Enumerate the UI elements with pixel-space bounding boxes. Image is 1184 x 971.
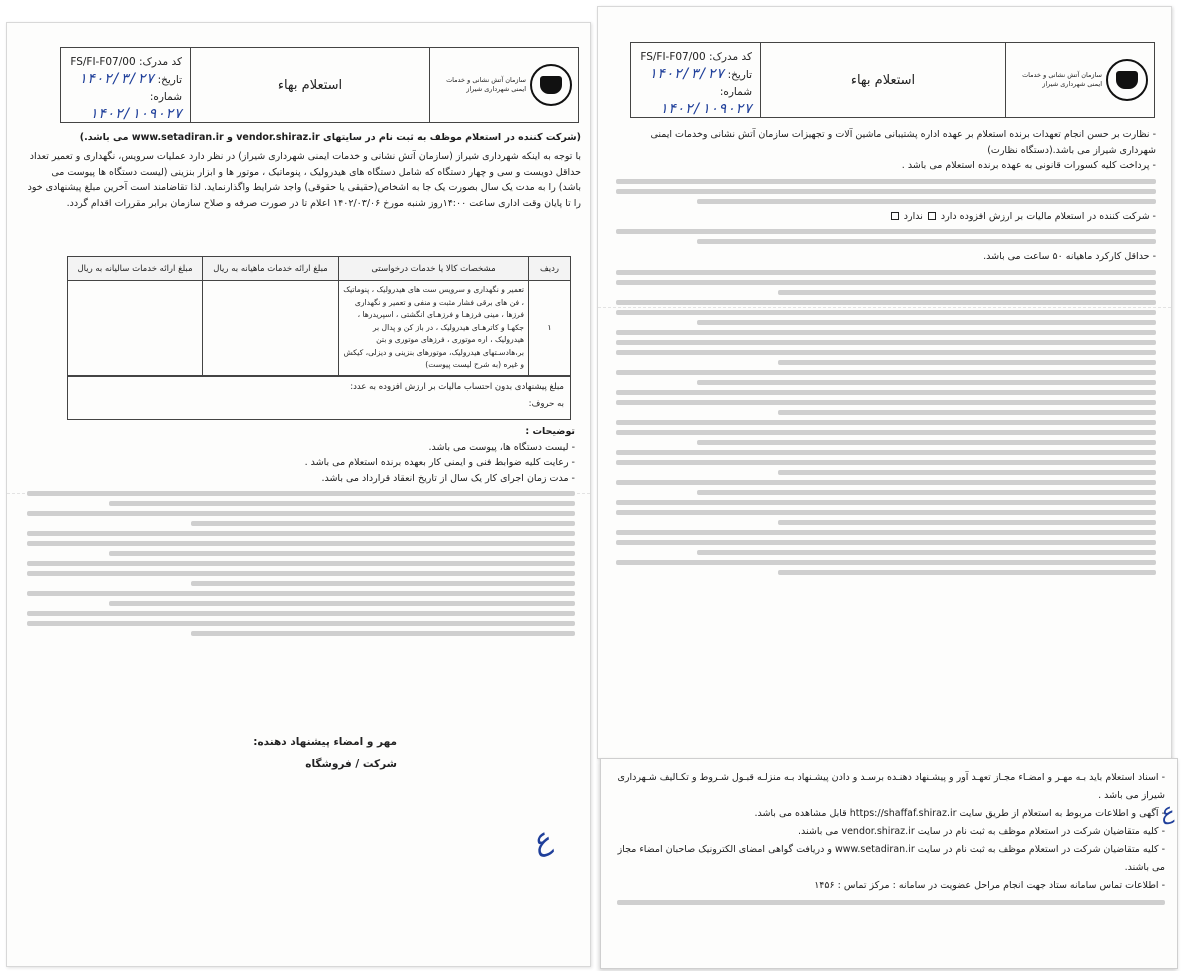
number-value: ۱۴۰۲/۱۰۹۰۲۷ [659, 101, 752, 117]
number-label: شماره: [149, 91, 182, 103]
right-org-block [1006, 43, 1154, 117]
col-monthly: مبلغ ارائه خدمات ماهیانه به ریال [203, 257, 339, 281]
illegible-line [616, 500, 1156, 505]
date-value: ۱۴۰۲/۳/۲۷ [648, 66, 725, 82]
illegible-line [616, 350, 1156, 355]
illegible-line [616, 450, 1156, 455]
illegible-line [27, 561, 575, 566]
left-org-block [430, 48, 578, 122]
number-label: شماره: [719, 86, 752, 98]
right-doc-title: استعلام بهاء [761, 43, 1006, 117]
fire-department-logo-icon [530, 64, 572, 106]
code-label: کد مدرک: [139, 56, 182, 68]
illegible-line [27, 591, 575, 596]
date-label: تاریخ: [157, 74, 182, 86]
items-table-header [68, 257, 571, 281]
illegible-line [616, 530, 1156, 535]
illegible-line [616, 340, 1156, 345]
illegible-line [191, 581, 575, 586]
insert-item: - کلیه متقاضیان شرکت در استعلام موظف به ثبت نام در سایت vendor.shiraz.ir می باشند. [798, 826, 1165, 837]
illegible-line [616, 300, 1156, 305]
notes-section [27, 424, 575, 641]
illegible-line [27, 491, 575, 496]
illegible-line [191, 631, 575, 636]
left-doc-meta [61, 48, 191, 122]
vat-no-label: ندارد [903, 210, 923, 222]
illegible-line [27, 541, 575, 546]
date-value: ۱۴۰۲/۳/۲۷ [78, 71, 155, 87]
illegible-line [27, 531, 575, 536]
illegible-line [697, 199, 1156, 204]
left-org-name: سازمان آتش نشانی و خدمات ایمنی شهرداری شیراز [446, 76, 526, 93]
row-description: تعمیر و نگهداری و سرویس ست های هیدرولیک ، پنوماتیک ، فن های برقی فشار مثبت و منفی و تعمیر و نگهداری فرزها ، مینی فرزهـا و فرزهـای انگشتی ، اسپریدرها ، جکهـا و کاترهـای هیدرولیک ، در باز کن و پدال بر هیدرولیک ، اره موتوری ، فرزهای موتوری و بتن بر،هادسـتهای هیدرولیک، موتورهای بنزینی و دیزلی، کیکش و غیره (به شرح لیست پیوست) [339, 281, 529, 376]
illegible-line [616, 400, 1156, 405]
illegible-line [616, 179, 1156, 184]
insert-terms [617, 769, 1165, 910]
illegible-line [778, 470, 1156, 475]
illegible-line [616, 540, 1156, 545]
term-item: - نظارت بر حسن انجام تعهدات برنده استعلام بر عهده اداره پشتیبانی ماشین آلات و تجهیزات سازمان آتش نشانی وخدمات ایمنی شهرداری شیراز می باشد.(دستگاه نظارت) [650, 129, 1156, 156]
insert-item: - اطلاعات تماس سامانه ستاد جهت انجام مراحل عضویت در سامانه : مرکز تماس : ۱۴۵۶ [814, 880, 1165, 891]
illegible-line [109, 551, 575, 556]
sum-label: مبلغ پیشنهادی بدون احتساب مالیات بر ارزش افزوده به عدد: [350, 382, 564, 392]
illegible-line [697, 440, 1156, 445]
left-page [6, 22, 591, 967]
term-item [616, 209, 1156, 225]
illegible-line [616, 460, 1156, 465]
illegible-line [616, 189, 1156, 194]
illegible-line [616, 270, 1156, 275]
illegible-line [109, 601, 575, 606]
right-doc-meta [631, 43, 761, 117]
illegible-line [616, 229, 1156, 234]
illegible-line [616, 370, 1156, 375]
insert-item: - اسناد استعلام باید بـه مهـر و امضـاء مجـاز تعهـد آور و پیشـنهاد دهنـده برسـد و دادن پیشـنهاد بـه منزلـه قبـول شـروط و تکـالیف شـهرداری شیراز می باشد . [617, 772, 1165, 801]
illegible-line [616, 420, 1156, 425]
illegible-line [616, 430, 1156, 435]
illegible-line [616, 560, 1156, 565]
right-org-name: سازمان آتش نشانی و خدمات ایمنی شهرداری شیراز [1022, 71, 1102, 88]
signature-block [157, 731, 397, 775]
illegible-line [778, 360, 1156, 365]
pasted-insert [600, 758, 1178, 969]
vat-no-checkbox[interactable] [891, 212, 899, 220]
illegible-line [616, 310, 1156, 315]
illegible-line [27, 511, 575, 516]
left-header [60, 47, 579, 123]
illegible-line [27, 621, 575, 626]
illegible-line [616, 510, 1156, 515]
illegible-line [778, 410, 1156, 415]
illegible-line [27, 611, 575, 616]
illegible-line [778, 520, 1156, 525]
illegible-line [697, 550, 1156, 555]
term-item: - حداقل کارکرد ماهیانه ۵۰ ساعت می باشد. [983, 251, 1156, 263]
illegible-line [27, 571, 575, 576]
term-item: - پرداخت کلیه کسورات قانونی به عهده برنده استعلام می باشد . [901, 160, 1156, 172]
note-item: - مدت زمان اجرای کار یک سال از تاریخ انعقاد قرارداد می باشد. [321, 472, 575, 484]
signature-label: مهر و امضاء پیشنهاد دهنده: [253, 736, 397, 748]
code-value: FS/FI-F07/00 [70, 56, 136, 68]
illegible-line [617, 900, 1165, 905]
left-notice: (شرکت کننده در استعلام موظف به ثبت نام در سایتهای vendor.shiraz.ir و www.setadiran.ir می باشد.) [79, 132, 581, 143]
illegible-line [697, 490, 1156, 495]
illegible-line [616, 480, 1156, 485]
row-yearly-amount [68, 281, 203, 376]
illegible-line [697, 320, 1156, 325]
proposed-amount-box [67, 376, 571, 420]
illegible-line [697, 239, 1156, 244]
vat-label: - شرکت کننده در استعلام مالیات بر ارزش افزوده دارد [940, 210, 1156, 222]
code-value: FS/FI-F07/00 [640, 51, 706, 63]
row-number: ۱ [529, 281, 571, 376]
right-terms [616, 127, 1156, 580]
row-monthly-amount [203, 281, 339, 376]
col-description: مشخصات کالا یا خدمات درخواستی [339, 257, 529, 281]
insert-item: - آگهی و اطلاعات مربوط به استعلام از طریق سایت https://shaffaf.shiraz.ir قابل مشاهده می باشد. [754, 808, 1165, 819]
illegible-line [616, 390, 1156, 395]
handwritten-initials: ع [1156, 798, 1177, 827]
illegible-line [616, 280, 1156, 285]
sum-words-label: به حروف: [528, 399, 564, 409]
handwritten-initials: ع [525, 820, 557, 861]
left-doc-title: استعلام بهاء [191, 48, 430, 122]
illegible-line [191, 521, 575, 526]
illegible-line [616, 330, 1156, 335]
illegible-line [778, 570, 1156, 575]
col-yearly: مبلغ ارائه خدمات سالیانه به ریال [68, 257, 203, 281]
vat-yes-checkbox[interactable] [928, 212, 936, 220]
illegible-line [109, 501, 575, 506]
number-value: ۱۴۰۲/۱۰۹۰۲۷ [89, 106, 182, 122]
illegible-line [778, 290, 1156, 295]
note-item: - لیست دستگاه ها، پیوست می باشد. [428, 441, 575, 453]
insert-item: - کلیه متقاضیان شرکت در استعلام موظف به ثبت نام در سایت www.setadiran.ir و دریافت گواهی امضای الکترونیک صاحبان امضاء مجاز می باشند. [617, 844, 1165, 873]
right-header [630, 42, 1155, 118]
table-row [68, 281, 571, 376]
right-page [597, 6, 1172, 759]
code-label: کد مدرک: [709, 51, 752, 63]
note-item: - رعایت کلیه ضوابط فنی و ایمنی کار بعهده برنده استعلام می باشد . [304, 457, 575, 469]
illegible-line [697, 380, 1156, 385]
company-label: شرکت / فروشگاه [305, 758, 397, 770]
col-row: ردیف [529, 257, 571, 281]
fire-department-logo-icon [1106, 59, 1148, 101]
notes-title: توضیحات : [525, 426, 575, 437]
date-label: تاریخ: [727, 69, 752, 81]
left-intro: با توجه به اینکه شهرداری شیراز (سازمان آتش نشانی و خدمات ایمنی شهرداری شیراز) در نظر دارد عملیات سرویس، نگهداری و تعمیر تعداد حداقل دویست و سی و چهار دستگاه که شامل دستگاه های هیدرولیک ، پنوماتیک ، موتور ها و ابزار بنزینی (لیست دستگاه ها پیوست می باشد) را به مدت یک سال بصورت یک جا به اشخاص(حقیقی یا حقوقی) واجد شرایط واگذارنماید. لذا تقاضامند است آخرین مبلغ پیشنهادی خود را تا پایان وقت اداری ساعت ۱۴:۰۰روز شنبه مورخ ۱۴۰۲/۰۳/۰۶ اعلام تا در صورت صرفه و صلاح سازمان برابر مقررات اقدام گردد. [27, 151, 581, 209]
items-table [67, 256, 571, 376]
